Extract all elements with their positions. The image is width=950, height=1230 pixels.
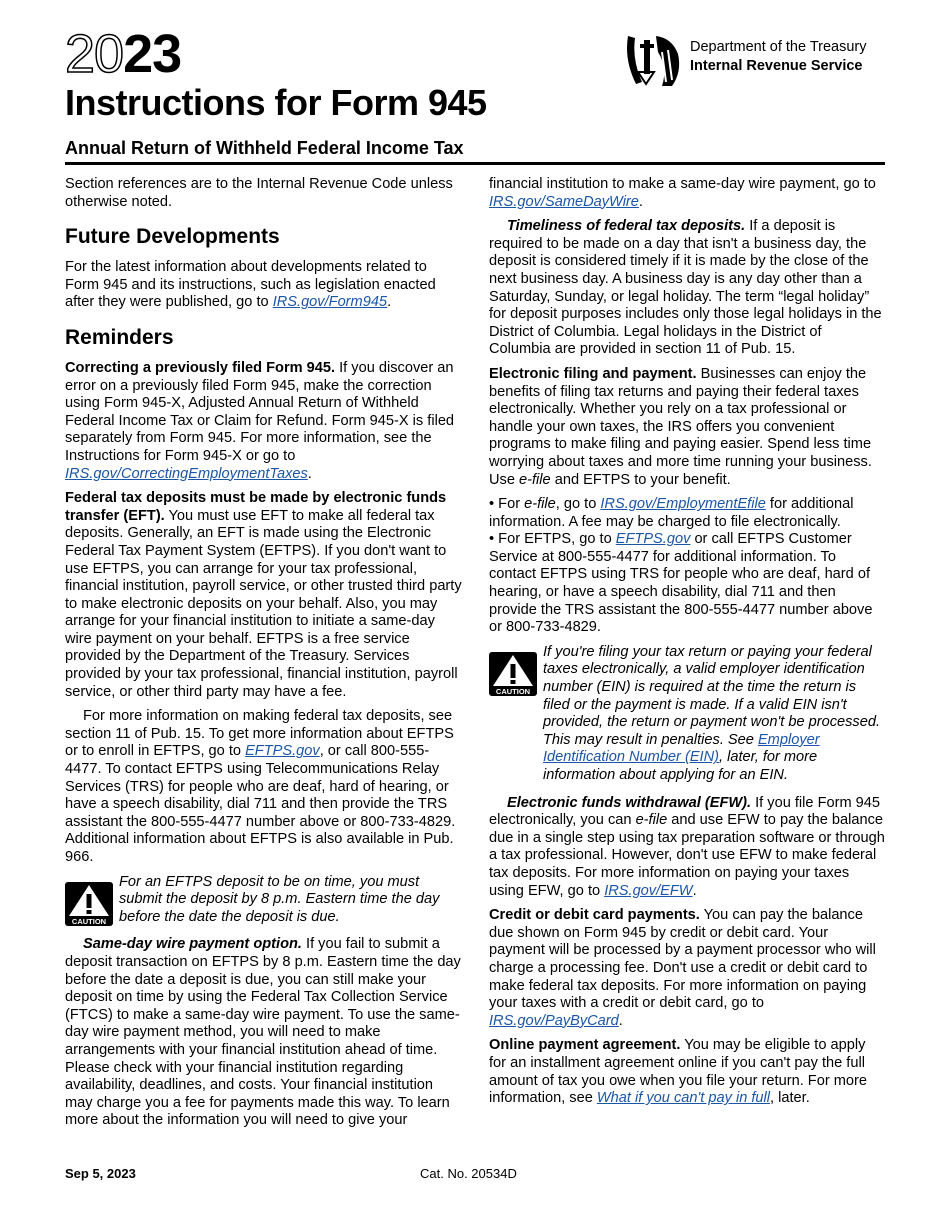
text-run: For the latest information about developments related to Form 945 and its instructions, such as legislation enacted after they were published, go to xyxy=(65,259,436,311)
text-run: You can pay the balance due shown on Form 945 by credit or debit card. Your payment will be processed by a payment processor who will charge a processing fee. Don't use a credit or debit card to make federal tax deposits. For more information on paying your taxes with a credit or debit card, go to xyxy=(489,907,876,1012)
run-in-heading: Federal tax deposits must be made by electronic funds transfer (EFT). xyxy=(65,490,447,524)
paragraph xyxy=(65,490,462,701)
link[interactable]: IRS.gov/Form945 xyxy=(272,294,388,311)
run-in-heading: Electronic filing and payment. xyxy=(489,365,697,382)
caution-icon xyxy=(65,882,113,926)
run-in-heading: Online payment agreement. xyxy=(489,1037,681,1054)
text-run: , later. xyxy=(770,1090,810,1107)
section-heading xyxy=(65,225,462,249)
agency-irs: Internal Revenue Service xyxy=(690,58,863,74)
text-run: If you fail to submit a deposit transaction on EFTPS by 8 p.m. Eastern time the day before the date a deposit is due, you can still make your deposit on time by using the Federal Tax Collection Service (FTCS) to make a same-day wire payment. To use the same-day wire payment method, you will need to make arrangements with your financial institution ahead of time. Please check with your financial institution regarding availability, deadlines, and costs. Your financial institution may charge you a fee for payments made this way. To learn more about the information you will need to give your xyxy=(65,936,461,1129)
paragraph xyxy=(65,360,462,483)
page-subtitle: Annual Return of Withheld Federal Income Tax xyxy=(65,138,464,158)
year-bold: 23 xyxy=(123,24,182,84)
paragraph xyxy=(489,176,886,211)
caution-note xyxy=(65,874,462,927)
link[interactable]: IRS.gov/EFW xyxy=(604,882,693,899)
run-in-heading: Same-day wire payment option. xyxy=(83,936,302,953)
svg-text:CAUTION: CAUTION xyxy=(71,916,107,926)
footer-catalog-number: Cat. No. 20534D xyxy=(420,1166,517,1181)
text-run: For an EFTPS deposit to be on time, you must submit the deposit by 8 p.m. Eastern time the day before the date the deposit is due. xyxy=(119,873,440,925)
right-column xyxy=(489,176,886,1115)
paragraph xyxy=(489,366,886,489)
text-run: , go to xyxy=(555,496,601,513)
page-title: Instructions for Form 945 xyxy=(65,82,487,123)
text-run: If you discover an error on a previously filed Form 945, make the correction using Form 945-X, Adjusted Annual Return of Withheld Federal Income Tax or Claim for Refund. Form 945-X is filed separately from Form 945. For more information, see the Instructions for Form 945-X or go to xyxy=(65,359,455,464)
year xyxy=(65,24,181,84)
link[interactable]: IRS.gov/SameDayWire xyxy=(489,193,639,210)
footer-date: Sep 5, 2023 xyxy=(65,1166,136,1181)
text-run: e-file xyxy=(635,812,668,829)
text-run: e-file xyxy=(524,496,556,513)
link[interactable]: EFTPS.gov xyxy=(615,531,691,548)
link[interactable]: IRS.gov/PayByCard xyxy=(489,1012,619,1029)
agency-name xyxy=(690,38,867,76)
paragraph xyxy=(489,496,886,531)
text-run: . xyxy=(307,465,312,482)
link[interactable]: What if you can't pay in full xyxy=(596,1090,771,1107)
paragraph xyxy=(65,176,462,211)
paragraph xyxy=(65,936,462,1130)
text-run: You must use EFT to make all federal tax deposits. Generally, an EFT is made using the Electronic Federal Tax Payment System (EFTPS). If you don't want to use EFTPS, you can arrange for your tax professional, financial institution, payroll service, or other trusted third party to make electronic deposits on your behalf. Also, you may arrange for your financial institution to initiate a same-day wire payment on your behalf. EFTPS is a free service provided by the Department of the Treasury. Services provided by your tax professional, financial institution, payroll service, or other third party may have a fee. xyxy=(65,507,462,700)
paragraph xyxy=(489,218,886,359)
paragraph xyxy=(489,795,886,901)
text-run: . xyxy=(638,193,643,210)
agency-department: Department of the Treasury xyxy=(690,39,867,55)
caution-icon xyxy=(489,652,537,696)
text-run: If you're filing your tax return or paying your federal taxes electronically, a valid employer identification number (EIN) is required at the time the return is filed or the payment is made. If a valid EIN isn't provided, the return or payment won't be processed. This may result in penalties. See xyxy=(543,643,881,748)
left-column xyxy=(65,176,462,1137)
header-rule xyxy=(65,162,885,165)
year-outline: 20 xyxy=(65,24,124,84)
text-run: and use EFW to pay the balance due in a single step using tax preparation software or through a tax professional. However, don't use EFW to make federal tax deposits. For more information on paying your taxes using EFW, go to xyxy=(489,812,885,899)
text-run: or call EFTPS Customer Service at 800-555-4477 for additional information. To contact EFTPS using TRS for people who are deaf, hard of hearing, or have a speech disability, dial 711 and then provide the TRS assistant the 800-555-4477 number above or 800-733-4829. xyxy=(489,531,873,636)
link[interactable]: EFTPS.gov xyxy=(245,743,320,760)
run-in-heading: Timeliness of federal tax deposits. xyxy=(507,218,746,235)
text-run: for additional information. A fee may be charged to file electronically. xyxy=(489,496,854,530)
text-run: , or call 800-555-4477. To contact EFTPS using Telecommunications Relay Services (TRS) for people who are deaf, hard of hearing, or have a speech disability, dial 711 and then provide the TRS assistant the 800-555-4477 number above or 800-733-4829. Additional information about EFTPS is also available in Pub. 966. xyxy=(65,743,456,865)
text-run: Businesses can enjoy the benefits of filing tax returns and paying their federal taxes electronically. Whether you rely on a tax professional or handle your own taxes, the IRS offers you convenient programs to make filing and paying easier. Spend less time worrying about taxes and more time running your business. Use xyxy=(489,365,872,488)
text-run: For more information on making federal tax deposits, see section 11 of Pub. 15. To get more information about EFTPS or to enroll in EFTPS, go to xyxy=(65,708,454,760)
text-run: You may be eligible to apply for an installment agreement online if you can't pay the full amount of tax you owe when you file your return. For more information, see xyxy=(489,1037,867,1107)
text-run: . xyxy=(692,882,697,899)
text-run: and EFTPS to your benefit. xyxy=(550,471,731,488)
text-run: • For EFTPS, go to xyxy=(489,531,616,548)
caution-note xyxy=(489,644,886,785)
text-run: • For xyxy=(489,496,525,513)
link[interactable]: IRS.gov/EmploymentEfile xyxy=(600,496,766,513)
run-in-heading: Electronic funds withdrawal (EFW). xyxy=(507,794,752,811)
text-run: . xyxy=(618,1012,623,1029)
paragraph xyxy=(489,1037,886,1107)
text-run: financial institution to make a same-day wire payment, go to xyxy=(489,176,876,192)
section-heading xyxy=(65,326,462,350)
link[interactable]: IRS.gov/CorrectingEmploymentTaxes xyxy=(65,465,308,482)
text-run: If a deposit is required to be made on a day that isn't a business day, the deposit is considered timely if it is made by the close of the next business day. A business day is any day other than a Saturday, Sunday, or legal holiday. The term “legal holiday” for deposit purposes includes only those legal holidays in the District of Columbia. Legal holidays in the District of Columbia are provided in section 11 of Pub. 15. xyxy=(489,218,882,358)
link[interactable]: Employer Identification Number (EIN) xyxy=(543,731,820,766)
paragraph xyxy=(65,708,462,866)
text-run: Section references are to the Internal Revenue Code unless otherwise noted. xyxy=(65,176,453,210)
text-run: If you file Form 945 electronically, you can xyxy=(489,794,881,829)
text-run: e-file xyxy=(519,471,551,488)
text-run: , later, for more information about applying for an EIN. xyxy=(543,749,818,783)
run-in-heading: Credit or debit card payments. xyxy=(489,907,700,924)
paragraph xyxy=(489,907,886,1030)
irs-eagle-logo-icon xyxy=(622,32,686,88)
svg-text:CAUTION: CAUTION xyxy=(495,686,531,696)
paragraph xyxy=(65,259,462,312)
caution-text xyxy=(543,644,886,785)
paragraph xyxy=(489,531,886,637)
text-run: . xyxy=(387,294,392,311)
caution-text xyxy=(119,874,462,927)
run-in-heading: Correcting a previously filed Form 945. xyxy=(65,359,336,376)
text-run: Future Developments xyxy=(65,225,280,249)
text-run: Reminders xyxy=(65,325,174,349)
